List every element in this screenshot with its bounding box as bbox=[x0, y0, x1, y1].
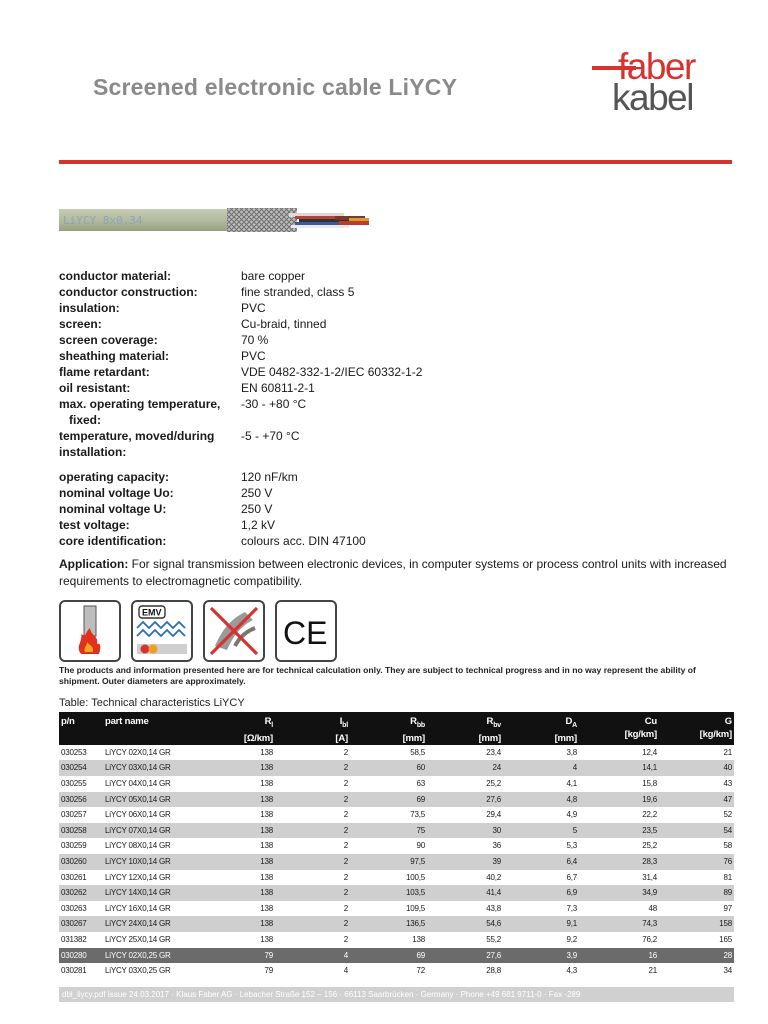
table-cell: 97,5 bbox=[350, 854, 427, 870]
table-row bbox=[59, 760, 734, 776]
spec-value: 120 nF/km bbox=[241, 470, 298, 484]
table-row bbox=[59, 792, 734, 808]
table-cell: 54 bbox=[659, 823, 734, 839]
table-cell: 34 bbox=[723, 966, 732, 976]
table-row bbox=[59, 776, 734, 792]
spec-label: installation: bbox=[59, 445, 127, 459]
col-label: Cu bbox=[644, 716, 657, 727]
characteristics-table bbox=[59, 712, 734, 979]
table-cell: 138 bbox=[260, 872, 273, 882]
spec-row bbox=[59, 444, 499, 460]
table-cell: 4 bbox=[503, 760, 579, 776]
table-cell: 138 bbox=[213, 760, 275, 776]
col-header-rbv bbox=[427, 712, 503, 745]
table-cell: 4,9 bbox=[566, 810, 577, 820]
table-cell: 109,5 bbox=[405, 903, 425, 913]
table-cell: LiYCY 12X0,14 GR bbox=[105, 872, 171, 882]
table-cell: 2 bbox=[343, 779, 348, 789]
spec-row bbox=[59, 380, 499, 396]
table-cell: 138 bbox=[260, 935, 273, 945]
table-cell: 23,4 bbox=[486, 747, 501, 757]
table-cell: 6,9 bbox=[503, 885, 579, 901]
spec-label: max. operating temperature, bbox=[59, 397, 221, 411]
table-row bbox=[59, 823, 734, 839]
table-cell: 63 bbox=[416, 779, 425, 789]
col-sub: bv bbox=[493, 721, 501, 729]
table-cell: 2 bbox=[275, 885, 350, 901]
col-header-da bbox=[503, 712, 579, 745]
table-cell: LiYCY 25X0,14 GR bbox=[105, 935, 171, 945]
table-cell: 138 bbox=[213, 916, 275, 932]
table-cell: 55,2 bbox=[486, 935, 501, 945]
table-cell: 2 bbox=[343, 810, 348, 820]
table-cell: 2 bbox=[275, 916, 350, 932]
col-label: R bbox=[264, 716, 272, 727]
table-cell: 030262 bbox=[59, 885, 103, 901]
table-cell: 030255 bbox=[61, 779, 87, 789]
col-label: R bbox=[410, 716, 417, 727]
table-cell: 14,1 bbox=[579, 760, 659, 776]
application-label: Application: bbox=[59, 557, 129, 571]
spec-label: screen coverage: bbox=[59, 333, 158, 347]
table-cell: 31,4 bbox=[642, 872, 657, 882]
table-cell: 138 bbox=[260, 779, 273, 789]
table-cell: 6,4 bbox=[503, 854, 579, 870]
table-cell: 21 bbox=[648, 966, 657, 976]
table-cell: LiYCY 02X0,14 GR bbox=[105, 747, 171, 757]
table-cell: 030258 bbox=[59, 823, 103, 839]
table-cell: 138 bbox=[213, 854, 275, 870]
spec-row bbox=[59, 533, 499, 549]
table-cell: 2 bbox=[275, 792, 350, 808]
logo-word-kabel: kabel bbox=[612, 77, 693, 118]
table-row bbox=[59, 901, 734, 917]
table-cell: 2 bbox=[343, 841, 348, 851]
table-cell: 030256 bbox=[59, 792, 103, 808]
table-cell: 138 bbox=[260, 841, 273, 851]
table-cell: 7,3 bbox=[566, 903, 577, 913]
spec-row bbox=[59, 396, 499, 412]
table-cell: 2 bbox=[343, 747, 348, 757]
col-sub: l bbox=[271, 721, 273, 729]
table-cell: 3,8 bbox=[566, 747, 577, 757]
table-row bbox=[59, 838, 734, 854]
table-cell: 158 bbox=[659, 916, 734, 932]
spec-value: colours acc. DIN 47100 bbox=[241, 534, 366, 548]
spec-value: 1,2 kV bbox=[241, 518, 276, 532]
table-cell: 25,2 bbox=[642, 841, 657, 851]
col-sub: A bbox=[572, 721, 577, 729]
col-sub: bl bbox=[342, 721, 348, 729]
no-uv-icon bbox=[203, 600, 265, 662]
spec-label: sheathing material: bbox=[59, 349, 170, 363]
table-cell: 100,5 bbox=[405, 872, 425, 882]
table-cell: 12,4 bbox=[642, 747, 657, 757]
col-label: G bbox=[724, 716, 732, 727]
table-cell: 4,3 bbox=[566, 966, 577, 976]
table-cell: 58,5 bbox=[410, 747, 425, 757]
table-cell: 69 bbox=[350, 792, 427, 808]
col-unit: [mm] bbox=[402, 732, 425, 744]
table-cell: 39 bbox=[427, 854, 503, 870]
table-cell: 72 bbox=[416, 966, 425, 976]
table-cell: 030281 bbox=[61, 966, 87, 976]
table-cell: 5,3 bbox=[566, 841, 577, 851]
table-row bbox=[59, 854, 734, 870]
spec-value: PVC bbox=[241, 349, 266, 363]
table-row bbox=[59, 807, 734, 823]
disclaimer: The products and information presented here are for technical calculation only. They are subject to technical progress and in no way represent the ability of shipment. Outer diameters are approximately. bbox=[59, 665, 696, 686]
table-cell: 4 bbox=[343, 966, 348, 976]
table-cell: 030254 bbox=[59, 760, 103, 776]
table-cell: 030257 bbox=[61, 810, 87, 820]
table-cell: 69 bbox=[350, 948, 427, 964]
spec-label: screen: bbox=[59, 317, 102, 331]
table-cell: 030253 bbox=[61, 747, 87, 757]
table-cell: 81 bbox=[723, 872, 732, 882]
spec-row bbox=[59, 332, 499, 348]
table-cell: LiYCY 14X0,14 GR bbox=[103, 885, 213, 901]
col-unit: [kg/km] bbox=[699, 729, 732, 740]
spec-row bbox=[59, 485, 499, 501]
table-cell: 34,9 bbox=[579, 885, 659, 901]
table-cell: LiYCY 06X0,14 GR bbox=[105, 810, 171, 820]
table-row bbox=[59, 885, 734, 901]
spec-value: Cu-braid, tinned bbox=[241, 317, 327, 331]
col-unit: [kg/km] bbox=[624, 729, 657, 740]
table-cell: 28,3 bbox=[579, 854, 659, 870]
table-row bbox=[59, 963, 734, 979]
spec-row bbox=[59, 284, 499, 300]
spec-row bbox=[59, 412, 499, 428]
table-cell: 9,2 bbox=[566, 935, 577, 945]
table-cell: 28 bbox=[659, 948, 734, 964]
table-cell: 27,6 bbox=[427, 792, 503, 808]
table-cell: 23,5 bbox=[579, 823, 659, 839]
spec-value: bare copper bbox=[241, 269, 306, 283]
table-cell: 138 bbox=[412, 935, 425, 945]
table-cell: 43 bbox=[723, 779, 732, 789]
col-unit: [mm] bbox=[478, 732, 501, 744]
spec-label: conductor construction: bbox=[59, 285, 198, 299]
col-label: D bbox=[565, 716, 573, 727]
table-cell: 138 bbox=[213, 885, 275, 901]
table-cell: 2 bbox=[275, 854, 350, 870]
table-cell: 60 bbox=[350, 760, 427, 776]
col-header-g bbox=[659, 712, 734, 745]
table-cell: 4 bbox=[275, 948, 350, 964]
table-cell: 3,9 bbox=[503, 948, 579, 964]
table-cell: 16 bbox=[579, 948, 659, 964]
table-cell: 031382 bbox=[61, 935, 87, 945]
table-cell: 25,2 bbox=[486, 779, 501, 789]
table-cell: LiYCY 03X0,14 GR bbox=[103, 760, 213, 776]
table-cell: 43,8 bbox=[486, 903, 501, 913]
table-row bbox=[59, 870, 734, 886]
col-header-rbb bbox=[350, 712, 427, 745]
cable-print: LiYCY 8x0,34 bbox=[63, 214, 143, 227]
table-cell: 79 bbox=[264, 966, 273, 976]
spec-row bbox=[59, 268, 499, 284]
spec-value: 250 V bbox=[241, 486, 273, 500]
spec-row bbox=[59, 501, 499, 517]
footer: dbl_liycy.pdf Issue 24.03.2017 · Klaus Faber AG · Lebacher Straße 152 – 156 · 66113 Saarbrücken · Germany · Phone +49 681 9711-0 · Fax -289 bbox=[59, 987, 734, 1002]
col-header-part-name bbox=[103, 712, 213, 745]
table-cell: 6,7 bbox=[566, 872, 577, 882]
application-text bbox=[59, 556, 731, 589]
spec-value: EN 60811-2-1 bbox=[241, 381, 315, 395]
spec-label: nominal voltage Uo: bbox=[59, 486, 174, 500]
table-cell: 030260 bbox=[59, 854, 103, 870]
logo-word-faber: faber bbox=[618, 46, 695, 87]
table-cell: 47 bbox=[659, 792, 734, 808]
col-unit: [Ω/km] bbox=[243, 732, 273, 744]
spec-value: VDE 0482-332-1-2/IEC 60332-1-2 bbox=[241, 365, 423, 379]
spec-row bbox=[59, 469, 499, 485]
table-cell: 2 bbox=[343, 872, 348, 882]
ce-mark-icon bbox=[275, 600, 337, 662]
table-cell: LiYCY 24X0,14 GR bbox=[103, 916, 213, 932]
table-cell: 22,2 bbox=[642, 810, 657, 820]
table-cell: 76 bbox=[659, 854, 734, 870]
table-cell: 48 bbox=[648, 903, 657, 913]
col-pn-label: p/n bbox=[61, 716, 75, 727]
table-cell: 41,4 bbox=[427, 885, 503, 901]
table-cell: 27,6 bbox=[427, 948, 503, 964]
emv-icon bbox=[131, 600, 193, 662]
table-cell: 40 bbox=[659, 760, 734, 776]
table-cell: 2 bbox=[275, 760, 350, 776]
table-cell: 29,4 bbox=[486, 810, 501, 820]
table-cell: 40,2 bbox=[486, 872, 501, 882]
spec-label: conductor material: bbox=[59, 269, 172, 283]
table-cell: LiYCY 05X0,14 GR bbox=[103, 792, 213, 808]
spec-label: nominal voltage U: bbox=[59, 502, 167, 516]
table-caption: Table: Technical characteristics LiYCY bbox=[59, 697, 245, 709]
table-row bbox=[59, 948, 734, 964]
spec-label: test voltage: bbox=[59, 518, 130, 532]
table-cell: 15,8 bbox=[642, 779, 657, 789]
table-cell: 030259 bbox=[61, 841, 87, 851]
col-label: I bbox=[339, 716, 343, 727]
col-label: R bbox=[486, 716, 494, 727]
table-cell: 76,2 bbox=[642, 935, 657, 945]
table-cell: 9,1 bbox=[503, 916, 579, 932]
spec-value: -30 - +80 °C bbox=[241, 397, 307, 411]
header-divider bbox=[59, 160, 732, 164]
table-cell: 165 bbox=[719, 935, 732, 945]
table-cell: 75 bbox=[350, 823, 427, 839]
table-cell: 2 bbox=[343, 935, 348, 945]
col-header-rl bbox=[213, 712, 275, 745]
spec-label: operating capacity: bbox=[59, 470, 170, 484]
col-header-pn bbox=[59, 712, 103, 745]
spec-value bbox=[241, 444, 499, 460]
spec-label: oil resistant: bbox=[59, 381, 131, 395]
table-cell: LiYCY 02X0,25 GR bbox=[103, 948, 213, 964]
col-unit: [A] bbox=[335, 732, 348, 744]
cable-image bbox=[59, 202, 419, 242]
table-cell: 19,6 bbox=[579, 792, 659, 808]
spec-gap bbox=[59, 460, 499, 469]
table-cell: LiYCY 16X0,14 GR bbox=[105, 903, 171, 913]
spec-value: 250 V bbox=[241, 502, 273, 516]
table-cell: 2 bbox=[343, 903, 348, 913]
table-cell: 103,5 bbox=[350, 885, 427, 901]
table-cell: 5 bbox=[503, 823, 579, 839]
table-cell: 030267 bbox=[59, 916, 103, 932]
col-unit: [mm] bbox=[554, 732, 577, 744]
col-part-name-label: part name bbox=[105, 716, 149, 727]
table-cell: 74,3 bbox=[579, 916, 659, 932]
spec-row bbox=[59, 348, 499, 364]
property-icons bbox=[59, 600, 337, 662]
application-body: For signal transmission between electronic devices, in computer systems or process control units with increased requirements to electromagnetic compatibility. bbox=[59, 557, 727, 588]
table-cell: 138 bbox=[213, 792, 275, 808]
table-cell: LiYCY 07X0,14 GR bbox=[103, 823, 213, 839]
table-cell: 138 bbox=[260, 747, 273, 757]
table-cell: 58 bbox=[723, 841, 732, 851]
col-sub: bb bbox=[416, 721, 425, 729]
table-cell: 54,6 bbox=[427, 916, 503, 932]
spec-value: 70 % bbox=[241, 333, 269, 347]
table-cell: 030280 bbox=[59, 948, 103, 964]
spec-value: fine stranded, class 5 bbox=[241, 285, 355, 299]
table-cell: 4,8 bbox=[503, 792, 579, 808]
table-cell: 2 bbox=[275, 823, 350, 839]
spec-value: -5 - +70 °C bbox=[241, 429, 300, 443]
spec-label: temperature, moved/during bbox=[59, 429, 215, 443]
table-row bbox=[59, 932, 734, 948]
col-header-cu bbox=[579, 712, 659, 745]
spec-row bbox=[59, 316, 499, 332]
flame-retardant-icon bbox=[59, 600, 121, 662]
table-cell: 138 bbox=[260, 810, 273, 820]
table-cell: 97 bbox=[723, 903, 732, 913]
spec-row bbox=[59, 517, 499, 533]
table-cell: 90 bbox=[416, 841, 425, 851]
table-cell: 136,5 bbox=[350, 916, 427, 932]
spec-label: fixed: bbox=[69, 413, 102, 427]
page-title: Screened electronic cable LiYCY bbox=[93, 74, 458, 100]
spec-label: core identification: bbox=[59, 534, 167, 548]
table-row bbox=[59, 745, 734, 761]
faber-kabel-logo bbox=[592, 46, 742, 120]
table-cell: 4,1 bbox=[566, 779, 577, 789]
table-cell: 138 bbox=[260, 903, 273, 913]
table-cell: 73,5 bbox=[410, 810, 425, 820]
table-cell: 21 bbox=[723, 747, 732, 757]
table-cell: 89 bbox=[659, 885, 734, 901]
table-cell: 138 bbox=[213, 823, 275, 839]
spec-row bbox=[59, 428, 499, 444]
spec-value: PVC bbox=[241, 301, 266, 315]
spec-row bbox=[59, 300, 499, 316]
table-cell: 52 bbox=[723, 810, 732, 820]
table-row bbox=[59, 916, 734, 932]
spec-row bbox=[59, 364, 499, 380]
emv-label: EMV bbox=[142, 607, 162, 618]
table-cell: 28,8 bbox=[486, 966, 501, 976]
table-cell: 30 bbox=[427, 823, 503, 839]
spec-value bbox=[241, 412, 499, 428]
table-cell: LiYCY 08X0,14 GR bbox=[105, 841, 171, 851]
ce-label: CE bbox=[283, 615, 328, 651]
spec-label: flame retardant: bbox=[59, 365, 150, 379]
table-cell: 24 bbox=[427, 760, 503, 776]
table-cell: 36 bbox=[492, 841, 501, 851]
table-cell: LiYCY 04X0,14 GR bbox=[105, 779, 171, 789]
table-cell: 79 bbox=[213, 948, 275, 964]
spec-label: insulation: bbox=[59, 301, 120, 315]
col-header-ibl bbox=[275, 712, 350, 745]
table-cell: 030263 bbox=[61, 903, 87, 913]
table-cell: LiYCY 10X0,14 GR bbox=[103, 854, 213, 870]
table-cell: LiYCY 03X0,25 GR bbox=[105, 966, 171, 976]
table-cell: 030261 bbox=[61, 872, 87, 882]
table-header-row bbox=[59, 712, 734, 745]
spec-list bbox=[59, 268, 499, 549]
